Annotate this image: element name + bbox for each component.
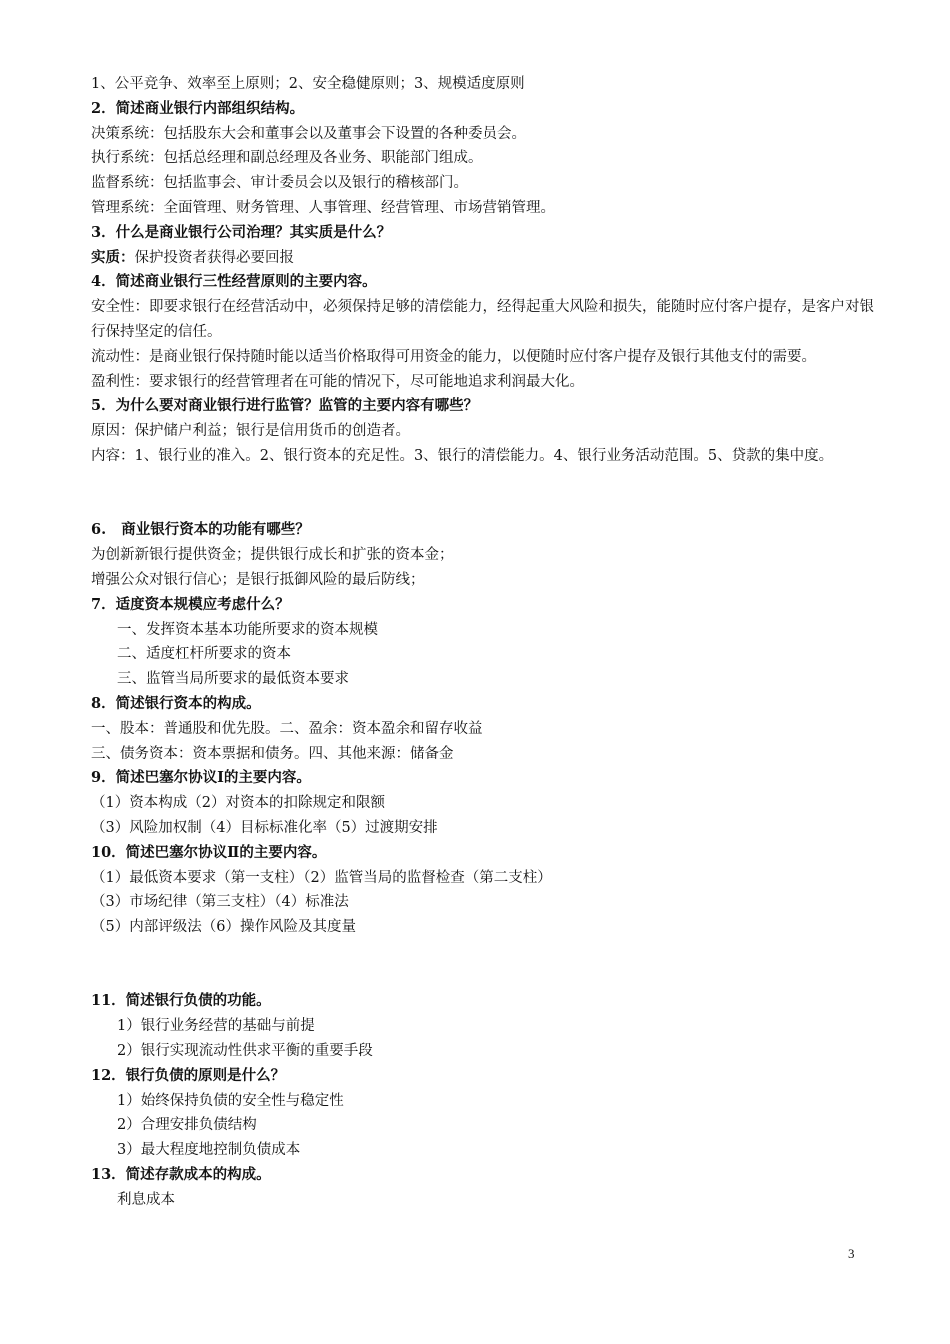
question-heading: 13．简述存款成本的构成。 bbox=[91, 1166, 271, 1184]
text-line: 增强公众对银行信心；是银行抵御风险的最后防线； bbox=[91, 571, 425, 588]
list-item: （1）最低资本要求（第一支柱）（2）监管当局的监督检查（第二支柱） bbox=[91, 869, 552, 886]
text-line: 监督系统：包括监事会、审计委员会以及银行的稽核部门。 bbox=[91, 175, 468, 192]
answer-label: 实质： bbox=[91, 248, 135, 266]
text-paragraph: 流动性：是商业银行保持随时能以适当价格取得可用资金的能力，以便随时应付客户提存及银行其他支付的需要。 bbox=[91, 348, 816, 365]
text-line: 为创新新银行提供资金；提供银行成长和扩张的资本金； bbox=[91, 547, 454, 564]
question-heading: 5．为什么要对商业银行进行监管？监管的主要内容有哪些？ bbox=[91, 397, 479, 415]
list-item: （5）内部评级法（6）操作风险及其度量 bbox=[91, 919, 356, 936]
list-item: （1）资本构成（2）对资本的扣除规定和限额 bbox=[91, 795, 385, 812]
list-item: 3）最大程度地控制负债成本 bbox=[117, 1142, 301, 1159]
list-item: （3）市场纪律（第三支柱）（4）标准法 bbox=[91, 894, 349, 911]
question-heading: 3．什么是商业银行公司治理？其实质是什么？ bbox=[91, 223, 392, 241]
list-item: 利息成本 bbox=[117, 1191, 175, 1208]
question-heading: 12．银行负债的原则是什么？ bbox=[91, 1066, 286, 1084]
text-line: 原因：保护储户利益；银行是信用货币的创造者。 bbox=[91, 423, 410, 440]
text-line: 内容：1、银行业的准入。2、银行资本的充足性。3、银行的清偿能力。4、银行业务活动范围。5、贷款的集中度。 bbox=[91, 447, 834, 464]
page-number: 3 bbox=[848, 1246, 855, 1261]
spacer bbox=[91, 469, 881, 519]
text-line: 1、公平竞争、效率至上原则；2、安全稳健原则；3、规模适度原则 bbox=[91, 76, 525, 92]
document-body bbox=[91, 72, 881, 1213]
list-item: （3）风险加权制（4）目标标准化率（5）过渡期安排 bbox=[91, 819, 438, 836]
text-line: 执行系统：包括总经理和副总经理及各业务、职能部门组成。 bbox=[91, 150, 483, 167]
question-heading: 9．简述巴塞尔协议Ⅰ的主要内容。 bbox=[91, 769, 311, 787]
list-item: 1）始终保持负债的安全性与稳定性 bbox=[117, 1092, 344, 1109]
text-paragraph: 安全性：即要求银行在经营活动中，必须保持足够的清偿能力，经得起重大风险和损失，能随时应付客户提存，是客户对银行保持坚定的信任。 bbox=[91, 299, 874, 340]
list-item: 二、适度杠杆所要求的资本 bbox=[117, 646, 291, 663]
question-heading: 6. 商业银行资本的功能有哪些？ bbox=[91, 521, 310, 539]
list-item: 1）银行业务经营的基础与前提 bbox=[117, 1018, 315, 1035]
question-heading: 10．简述巴塞尔协议Ⅱ的主要内容。 bbox=[91, 843, 327, 861]
question-heading: 8．简述银行资本的构成。 bbox=[91, 694, 261, 712]
list-item: 2）合理安排负债结构 bbox=[117, 1117, 257, 1134]
spacer bbox=[91, 940, 881, 990]
question-heading: 11．简述银行负债的功能。 bbox=[91, 992, 271, 1010]
list-item: 2）银行实现流动性供求平衡的重要手段 bbox=[117, 1043, 373, 1060]
answer-text: 保护投资者获得必要回报 bbox=[134, 249, 294, 266]
text-line: 决策系统：包括股东大会和董事会以及董事会下设置的各种委员会。 bbox=[91, 125, 526, 142]
question-heading: 4．简述商业银行三性经营原则的主要内容。 bbox=[91, 273, 377, 291]
question-heading: 7．适度资本规模应考虑什么？ bbox=[91, 595, 290, 613]
list-item: 一、发挥资本基本功能所要求的资本规模 bbox=[117, 621, 378, 638]
list-item: 三、监管当局所要求的最低资本要求 bbox=[117, 671, 349, 688]
question-heading: 2．简述商业银行内部组织结构。 bbox=[91, 99, 305, 117]
text-line: 一、股本：普通股和优先股。二、盈余：资本盈余和留存收益 bbox=[91, 720, 483, 737]
text-line: 三、债务资本：资本票据和债务。四、其他来源：储备金 bbox=[91, 745, 454, 762]
text-line: 管理系统：全面管理、财务管理、人事管理、经营管理、市场营销管理。 bbox=[91, 199, 555, 216]
text-line bbox=[91, 246, 881, 271]
text-line: 盈利性：要求银行的经营管理者在可能的情况下，尽可能地追求利润最大化。 bbox=[91, 373, 584, 390]
